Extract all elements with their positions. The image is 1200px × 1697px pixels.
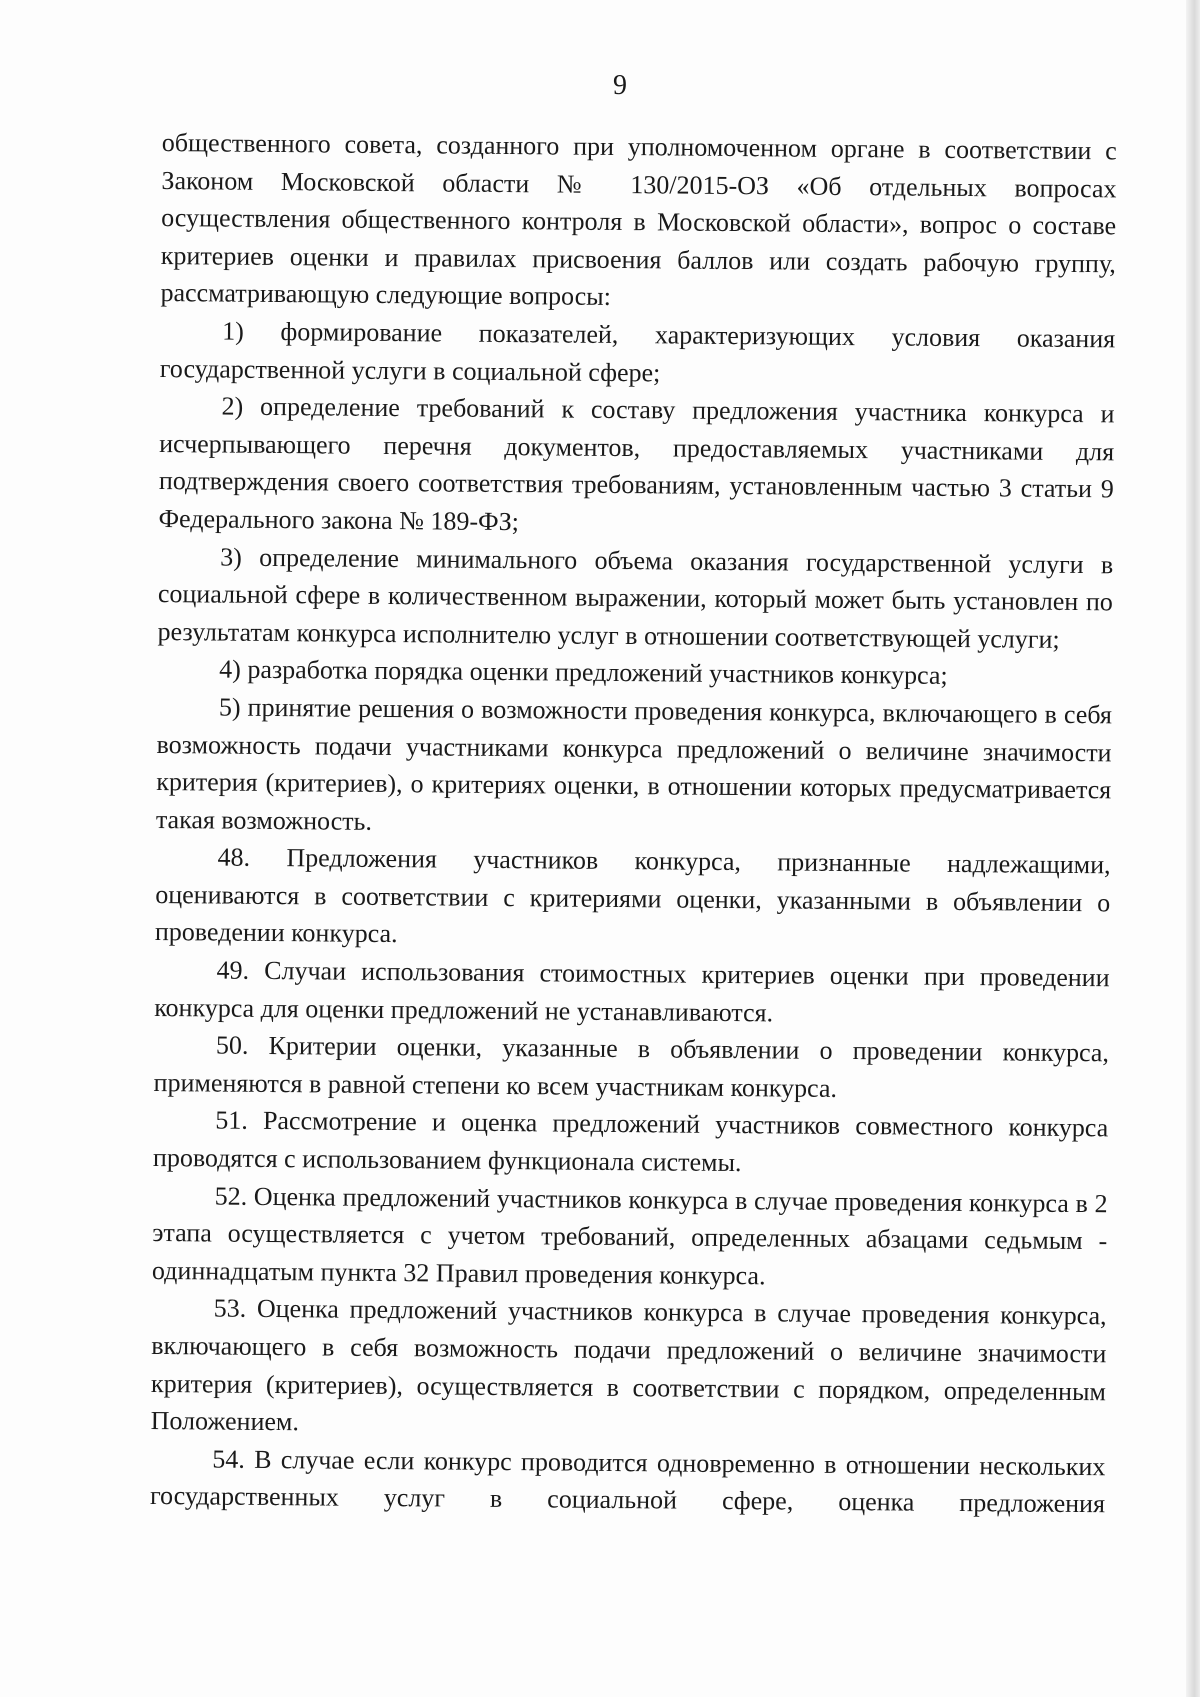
- clause-52: 52. Оценка предложений участников конкурса в случае проведения конкурса в 2 этапа осуществляется с учетом требований, определенных абзацами седьмым - одиннадцатым пункта 32 Правил проведения конкурса.: [151, 1181, 1108, 1291]
- scan-edge: [1186, 0, 1200, 1697]
- clause-49: 49. Случаи использования стоимостных критериев оценки при проведении конкурса для оценки предложений не устанавливаются.: [154, 955, 1110, 1028]
- list-item-2: 2) определение требований к составу предложения участника конкурса и исчерпывающего перечня документов, предоставляемых участниками для подтверждения своего соответствия требованиям, установленным частью 3 статьи 9 Федерального закона № 189-ФЗ;: [158, 391, 1115, 537]
- clause-51: 51. Рассмотрение и оценка предложений участников совместного конкурса проводятся с использованием функционала системы.: [152, 1105, 1109, 1178]
- list-item-4: 4) разработка порядка оценки предложений участников конкурса;: [219, 654, 948, 691]
- page-number: 9: [613, 70, 627, 101]
- clause-50: 50. Критерии оценки, указанные в объявлении о проведении конкурса, применяются в равной степени ко всем участникам конкурса.: [153, 1030, 1110, 1103]
- list-item-1: 1) формирование показателей, характеризующих условия оказания государственной услуги в социальной сфере;: [159, 316, 1116, 387]
- list-item-5: 5) принятие решения о возможности проведения конкурса, включающего в себя возможность подачи участниками конкурса предложений о величине значимости критерия (критериев), о критериях оценки, в отношении которых предусматривается такая возможность.: [155, 692, 1113, 836]
- paragraph-intro: общественного совета, созданного при уполномоченном органе в соответствии с Законом Московской области № 130/2015-ОЗ «Об отдельных вопросах осуществления общественного контроля в Московской области», вопрос о составе критериев оценки и правилах присвоения баллов или создать рабочую группу, рассматривающую следующие вопросы:: [160, 127, 1117, 312]
- clause-53: 53. Оценка предложений участников конкурса в случае проведения конкурса, включающего в себя возможность подачи предложений о величине значимости критерия (критериев), осуществляется в соответствии с порядком, определенным Положением.: [150, 1293, 1107, 1437]
- document-body: [150, 124, 1117, 1523]
- list-item-3: 3) определение минимального объема оказания государственной услуги в социальной сфере в количественном выражении, который может быть установлен по результатам конкурса исполнителю услуг в отношении соответствующей услуги;: [157, 542, 1114, 654]
- clause-48: 48. Предложения участников конкурса, признанные надлежащими, оцениваются в соответствии с критериями оценки, указанными в объявлении о проведении конкурса.: [154, 842, 1111, 949]
- clause-54: 54. В случае если конкурс проводится одновременно в отношении нескольких государственных услуг в социальной сфере, оценка предложения: [149, 1444, 1106, 1519]
